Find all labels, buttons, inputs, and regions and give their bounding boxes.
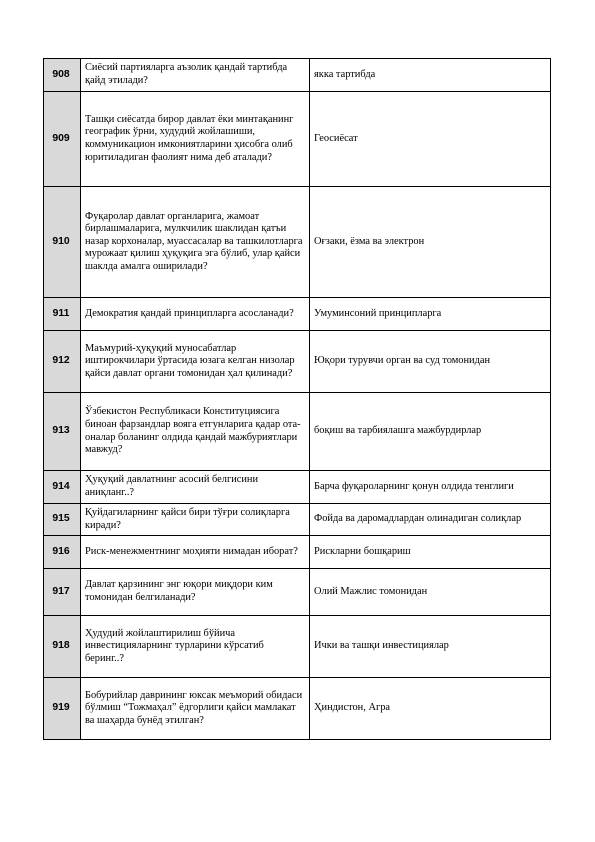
table-row [44, 59, 551, 92]
table-row [44, 393, 551, 471]
row-number: 908 [44, 59, 81, 92]
answer-cell: Юқори турувчи орган ва суд томонидан [310, 331, 551, 393]
answer-cell: якка тартибда [310, 59, 551, 92]
table-row [44, 536, 551, 569]
question-cell: Сиёсий партияларга аъзолик қандай тартибда қайд этилади? [81, 59, 310, 92]
row-number: 910 [44, 187, 81, 298]
table-row [44, 298, 551, 331]
question-cell: Қуйдагиларнинг қайси бири тўғри солиқларга киради? [81, 504, 310, 536]
question-cell: Ўзбекистон Республикаси Конституциясига биноан фарзандлар вояга етгунларига қадар ота-оналар боланинг олдида қандай мажбуриятлари мавжуд? [81, 393, 310, 471]
question-cell: Фуқаролар давлат органларига, жамоат бирлашмаларига, мулкчилик шаклидан қатъи назар корхоналар, муассасалар ва ташкилотларга мурожаат қилиш ҳуқуқига эга бўлиб, улар қайси шаклда амалга оширилади? [81, 187, 310, 298]
question-cell: Ҳудудий жойлаштирилиш бўйича инвестицияларнинг турларини кўрсатиб беринг..? [81, 616, 310, 678]
answer-cell: Геосиёсат [310, 92, 551, 187]
row-number: 909 [44, 92, 81, 187]
table-row [44, 92, 551, 187]
table-body [44, 59, 551, 740]
question-cell: Бобурийлар даврининг юксак меъморий обидаси бўлмиш “Тожмаҳал” ёдгорлиги қайси мамлакат ва шаҳарда бунёд этилган? [81, 678, 310, 740]
row-number: 911 [44, 298, 81, 331]
answer-cell: Рискларни бошқариш [310, 536, 551, 569]
question-cell: Ҳуқуқий давлатнинг асосий белгисини аниқланг..? [81, 471, 310, 504]
row-number: 912 [44, 331, 81, 393]
question-cell: Давлат қарзининг энг юқори миқдори ким томонидан белгиланади? [81, 569, 310, 616]
table-row [44, 569, 551, 616]
table-row [44, 471, 551, 504]
answer-cell: Ички ва ташқи инвестициялар [310, 616, 551, 678]
table-row [44, 504, 551, 536]
answer-cell: Барча фуқароларнинг қонун олдида тенглиги [310, 471, 551, 504]
row-number: 919 [44, 678, 81, 740]
table-row [44, 678, 551, 740]
row-number: 914 [44, 471, 81, 504]
question-cell: Маъмурий-ҳуқуқий муносабатлар иштирокчилари ўртасида юзага келган низолар қайси давлат органи томонидан ҳал қилинади? [81, 331, 310, 393]
answer-cell: Оғзаки, ёзма ва электрон [310, 187, 551, 298]
answer-cell: Фойда ва даромадлардан олинадиган солиқлар [310, 504, 551, 536]
question-cell: Ташқи сиёсатда бирор давлат ёки минтақанинг географик ўрни, худудий жойлашиши, коммуникацион имкониятларини ҳисобга олиб юритиладиган фаолият нима деб аталади? [81, 92, 310, 187]
row-number: 913 [44, 393, 81, 471]
answer-cell: Умуминсоний принципларга [310, 298, 551, 331]
row-number: 915 [44, 504, 81, 536]
row-number: 917 [44, 569, 81, 616]
question-cell: Демократия қандай принципларга асосланади? [81, 298, 310, 331]
question-answer-table [43, 58, 551, 740]
row-number: 918 [44, 616, 81, 678]
answer-cell: боқиш ва тарбиялашга мажбурдирлар [310, 393, 551, 471]
row-number: 916 [44, 536, 81, 569]
table-row [44, 187, 551, 298]
answer-cell: Олий Мажлис томонидан [310, 569, 551, 616]
question-cell: Риск-менежментнинг моҳияти нимадан иборат? [81, 536, 310, 569]
table-row [44, 331, 551, 393]
answer-cell: Ҳиндистон, Агра [310, 678, 551, 740]
table-row [44, 616, 551, 678]
